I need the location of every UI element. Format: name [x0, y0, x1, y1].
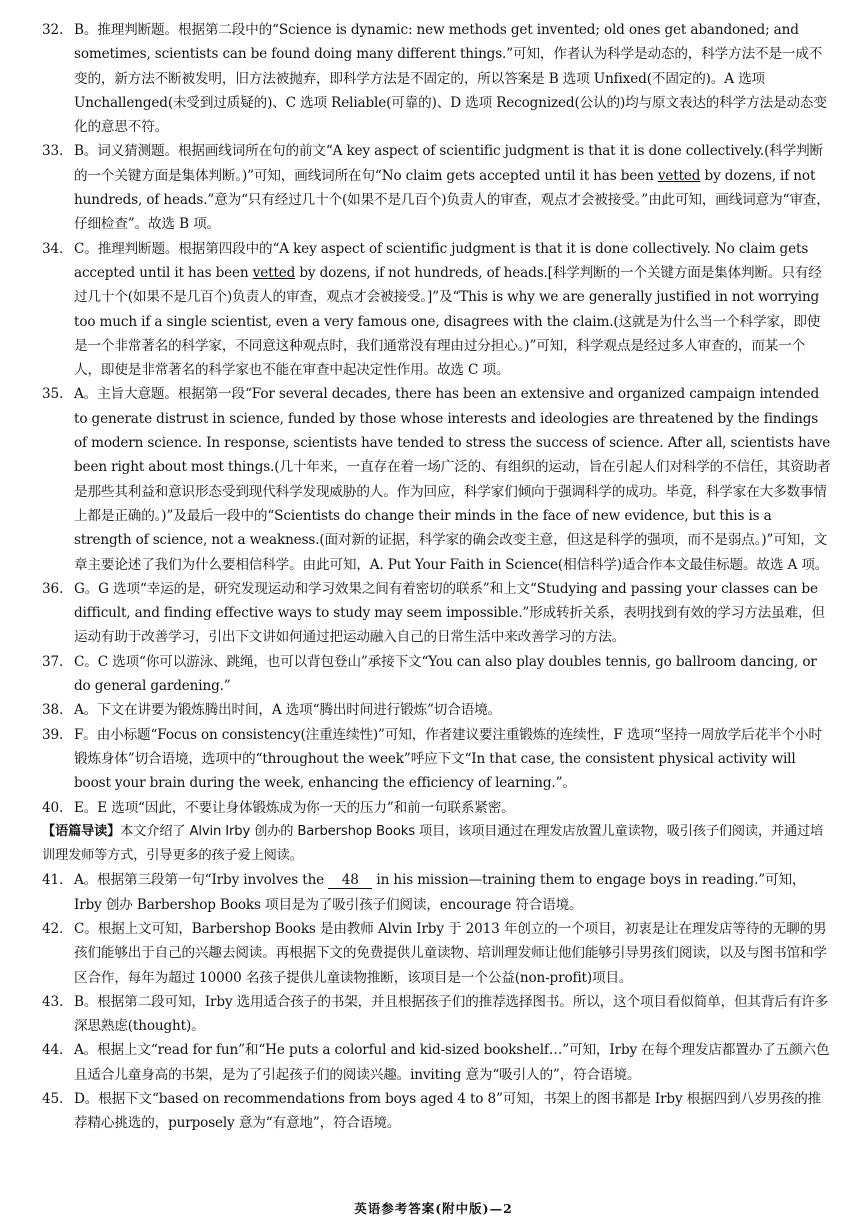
item-explanation: A。主旨大意题。根据第一段“For several decades, there has been an extensive and organized campaign intended to generate distrust in science, funded by those whose interests and ideologies are threatened by the findings of modern science. In response, scientists have tended to stress the success of science. After all, scientists have been right about most things.(几十年来，一直存在着一场广泛的、有组织的运动，旨在引起人们对科学的不信任，其资助者是那些其利益和意识形态受到现代科学发现威胁的人。作为回应，科学家们倾向于强调科学的成功。毕竟，科学家在大多数事情上都是正确的。)”及最后一段中的“Scientists do change their minds in the face of new evidence, but this is a strength of science, not a weakness.(面对新的证据，科学家的确会改变主意，但这是科学的强项，而不是弱点。)”可知，文章主要论述了我们为什么要相信科学。由此可知，A. Put Your Faith in Science(相信科学)适合作本文最佳标题。故选 A 项。	[74, 386, 831, 573]
item-number: 33.	[42, 143, 64, 160]
item-explanation: B。根据第二段可知，Irby 选用适合孩子的书架，并且根据孩子们的推荐选择图书。所以，这个项目看似简单，但其背后有许多深思熟虑(thought)。	[74, 993, 829, 1035]
item-number: 41.	[42, 872, 64, 889]
item-explanation-part-b: by dozens, if not hundreds, of heads.[科学判断的一个关键方面是集体判断。只有经过几十个(如果不是几百个)负责人的审查，观点才会被接受。]”及“This is why we are generally justified in not worrying too much if a single scientist, even a very famous one, disagrees with the claim.(这就是为什么当一个科学家，即使是一个非常著名的科学家，不同意这种观点时，我们通常没有理由过分担心。)”可知，科学观点是经过多人审查的，而某一个人，即使是非常著名的科学家也不能在审查中起决定性作用。故选 C 项。	[74, 264, 822, 379]
page-footer: 英语参考答案(附中版)—2	[354, 1201, 513, 1216]
item-number: 34.	[42, 240, 64, 257]
item-number: 39.	[42, 726, 64, 743]
answer-item-35	[42, 382, 831, 576]
item-number: 43.	[42, 993, 64, 1010]
item-number: 40.	[42, 799, 64, 816]
item-explanation-part-a: C。推理判断题。根据第四段中的“A key aspect of scientific judgment is that it is done collectively. No claim gets accepted until it has been	[74, 240, 809, 281]
item-explanation: E。E 选项“因此，不要让身体锻炼成为你一天的压力”和前一句联系紧密。	[74, 799, 515, 816]
item-number: 42.	[42, 920, 64, 937]
item-number: 32.	[42, 22, 64, 38]
item-explanation-part-a: B。词义猜测题。根据画线词所在句的前文“A key aspect of scientific judgment is that it is done collectively.(科学判断的一个关键方面是集体判断。)”可知，画线词所在句“No claim gets accepted until it has been	[74, 143, 824, 184]
answer-item-43	[42, 990, 831, 1039]
item-explanation: C。根据上文可知，Barbershop Books 是由教师 Alvin Irby 于 2013 年创立的一个项目，初衷是让在理发店等待的无聊的男孩们能够出于自己的兴趣去阅读。再根据下文的免费提供儿童读物、培训理发师让他们能够引导男孩们阅读，以及与图书馆和学区合作，每年为超过 10000 名孩子提供儿童读物推断，该项目是一个公益(non-profit)项目。	[74, 920, 827, 986]
passage-guide	[42, 820, 831, 869]
item-explanation: D。根据下文“based on recommendations from boys aged 4 to 8”可知，书架上的图书都是 Irby 根据四到八岁男孩的推荐精心挑选的，purposely 意为“有意地”，符合语境。	[74, 1091, 822, 1132]
answer-item-45	[42, 1087, 831, 1136]
answer-item-42	[42, 917, 831, 990]
item-number: 36.	[42, 580, 64, 597]
answer-item-39	[42, 723, 831, 796]
blank-number: 48	[328, 872, 372, 889]
answer-item-44	[42, 1038, 831, 1087]
item-number: 45.	[42, 1091, 64, 1108]
item-explanation-part-a: A。根据第三段第一句“Irby involves the	[74, 872, 329, 889]
answer-item-32	[42, 18, 831, 139]
answer-item-38	[42, 698, 831, 722]
passage-guide-text: 本文介绍了 Alvin Irby 创办的 Barbershop Books 项目，该项目通过在理发店放置儿童读物，吸引孩子们阅读，并通过培训理发师等方式，引导更多的孩子爱上阅读。	[42, 823, 824, 864]
item-explanation-part-b: by dozens, if not hundreds, of heads.”意为“只有经过几十个(如果不是几百个)负责人的审查，观点才会被接受。”由此可知，画线词意为“审查，仔细检查”。故选 B 项。	[74, 167, 830, 233]
item-explanation: C。C 选项“你可以游泳、跳绳，也可以背包登山”承接下文“You can also play doubles tennis, go ballroom dancing, or do general gardening.”	[74, 653, 817, 695]
answer-item-37	[42, 650, 831, 699]
answer-item-34	[42, 237, 831, 383]
item-number: 44.	[42, 1042, 64, 1059]
item-explanation-part-b: in his mission—training them to engage boys in reading.”可知，Irby 创办 Barbershop Books 项目是为了吸引孩子们阅读，encourage 符合语境。	[74, 872, 806, 913]
answer-key-page	[42, 18, 831, 1136]
item-explanation: B。推理判断题。根据第二段中的“Science is dynamic: new methods get invented; old ones get abandoned; and sometimes, scientists can be found doing many different things.”可知，作者认为科学是动态的，科学方法不是一成不变的，新方法不断被发明，旧方法被抛弃，即科学方法是不固定的，所以答案是 B 选项 Unfixed(不固定的)。A 选项 Unchallenged(未受到过质疑的)、C 选项 Reliable(可靠的)、D 选项 Recognized(公认的)均与原文表达的科学方法是动态变化的意思不符。	[74, 22, 827, 136]
underlined-word: vetted	[252, 264, 296, 281]
item-explanation: A。下文在讲要为锻炼腾出时间，A 选项“腾出时间进行锻炼”切合语境。	[74, 702, 501, 719]
answer-item-41	[42, 868, 831, 917]
underlined-word: vetted	[657, 167, 701, 184]
item-explanation: G。G 选项“幸运的是，研究发现运动和学习效果之间有着密切的联系”和上文“Studying and passing your classes can be difficult, and finding effective ways to study may seem impossible.”形成转折关系，表明找到有效的学习方法虽难，但运动有助于改善学习，引出下文讲如何通过把运动融入自己的日常生活中来改善学习的方法。	[74, 580, 825, 646]
item-number: 38.	[42, 702, 64, 719]
item-explanation: A。根据上文“read for fun”和“He puts a colorful and kid-sized bookshelf…”可知，Irby 在每个理发店都置办了五颜六色且适合儿童身高的书架，是为了引起孩子们的阅读兴趣。inviting 意为“吸引人的”，符合语境。	[74, 1042, 830, 1083]
item-number: 37.	[42, 653, 64, 670]
answer-item-40	[42, 796, 831, 820]
item-explanation: F。由小标题“Focus on consistency(注重连续性)”可知，作者建议要注重锻炼的连续性，F 选项“坚持一周放学后花半个小时锻炼身体”切合语境，选项中的“throughout the week”呼应下文“In that case, the consistent physical activity will boost your brain during the week, enhancing the efficiency of learning.”。	[74, 726, 822, 792]
answer-item-33	[42, 139, 831, 236]
item-number: 35.	[42, 386, 64, 403]
passage-guide-tag: 【语篇导读】	[42, 823, 121, 839]
answer-item-36	[42, 577, 831, 650]
